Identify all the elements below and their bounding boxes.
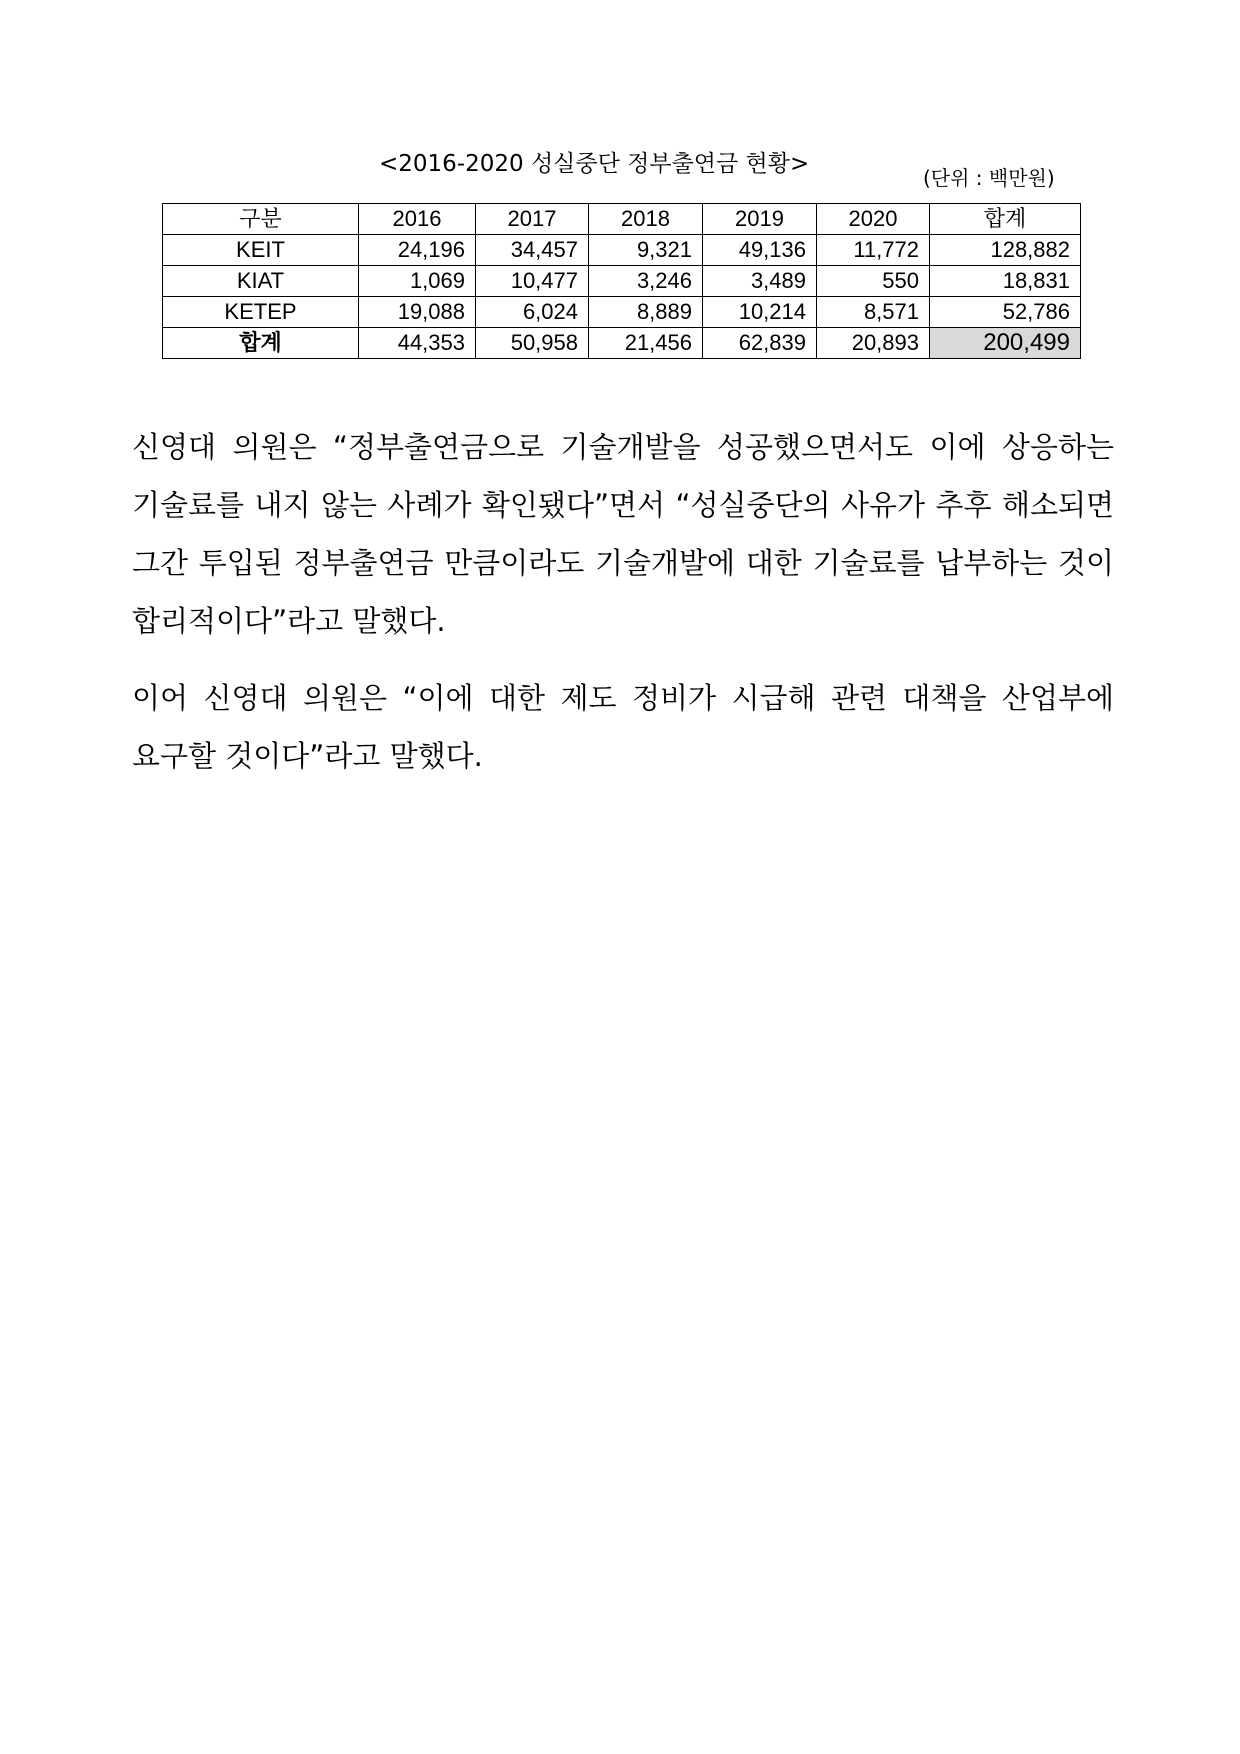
row-label: 합계 [163, 328, 359, 359]
cell-value: 10,214 [703, 297, 817, 328]
header-2020: 2020 [817, 204, 930, 235]
header-2017: 2017 [476, 204, 589, 235]
body-paragraph: 신영대 의원은 “정부출연금으로 기술개발을 성공했으면서도 이에 상응하는 기술료를 내지 않는 사례가 확인됐다”면서 “성실중단의 사유가 추후 해소되면 그간 투입된 정부출연금 만큼이라도 기술개발에 대한 기술료를 납부하는 것이 합리적이다”라고 말했다. [132, 430, 1114, 638]
cell-value: 8,571 [817, 297, 930, 328]
cell-value: 49,136 [703, 235, 817, 266]
table-row [163, 297, 1081, 328]
header-total: 합계 [930, 204, 1081, 235]
cell-value: 44,353 [359, 328, 476, 359]
cell-value: 10,477 [476, 266, 589, 297]
table-total-row [163, 328, 1081, 359]
cell-value: 24,196 [359, 235, 476, 266]
cell-value: 9,321 [589, 235, 703, 266]
cell-value: 21,456 [589, 328, 703, 359]
cell-value: 20,893 [817, 328, 930, 359]
unit-note: (단위 : 백만원) [923, 166, 1055, 190]
cell-value: 11,772 [817, 235, 930, 266]
cell-row-total: 128,882 [930, 235, 1081, 266]
cell-value: 19,088 [359, 297, 476, 328]
header-category: 구분 [163, 204, 359, 235]
cell-value: 62,839 [703, 328, 817, 359]
cell-value: 6,024 [476, 297, 589, 328]
row-label: KEIT [163, 235, 359, 266]
table-row [163, 235, 1081, 266]
funding-table [162, 203, 1081, 359]
cell-value: 3,246 [589, 266, 703, 297]
cell-value: 50,958 [476, 328, 589, 359]
cell-value: 3,489 [703, 266, 817, 297]
cell-value: 8,889 [589, 297, 703, 328]
table-header-row [163, 204, 1081, 235]
header-2016: 2016 [359, 204, 476, 235]
cell-value: 550 [817, 266, 930, 297]
body-paragraph: 이어 신영대 의원은 “이에 대한 제도 정비가 시급해 관련 대책을 산업부에 요구할 것이다”라고 말했다. [132, 681, 1114, 773]
row-label: KIAT [163, 266, 359, 297]
header-2019: 2019 [703, 204, 817, 235]
cell-value: 1,069 [359, 266, 476, 297]
table-caption: <2016-2020 성실중단 정부출연금 현황> [379, 151, 810, 177]
grand-total-cell: 200,499 [930, 328, 1081, 359]
cell-row-total: 52,786 [930, 297, 1081, 328]
row-label: KETEP [163, 297, 359, 328]
cell-row-total: 18,831 [930, 266, 1081, 297]
cell-value: 34,457 [476, 235, 589, 266]
header-2018: 2018 [589, 204, 703, 235]
table-row [163, 266, 1081, 297]
